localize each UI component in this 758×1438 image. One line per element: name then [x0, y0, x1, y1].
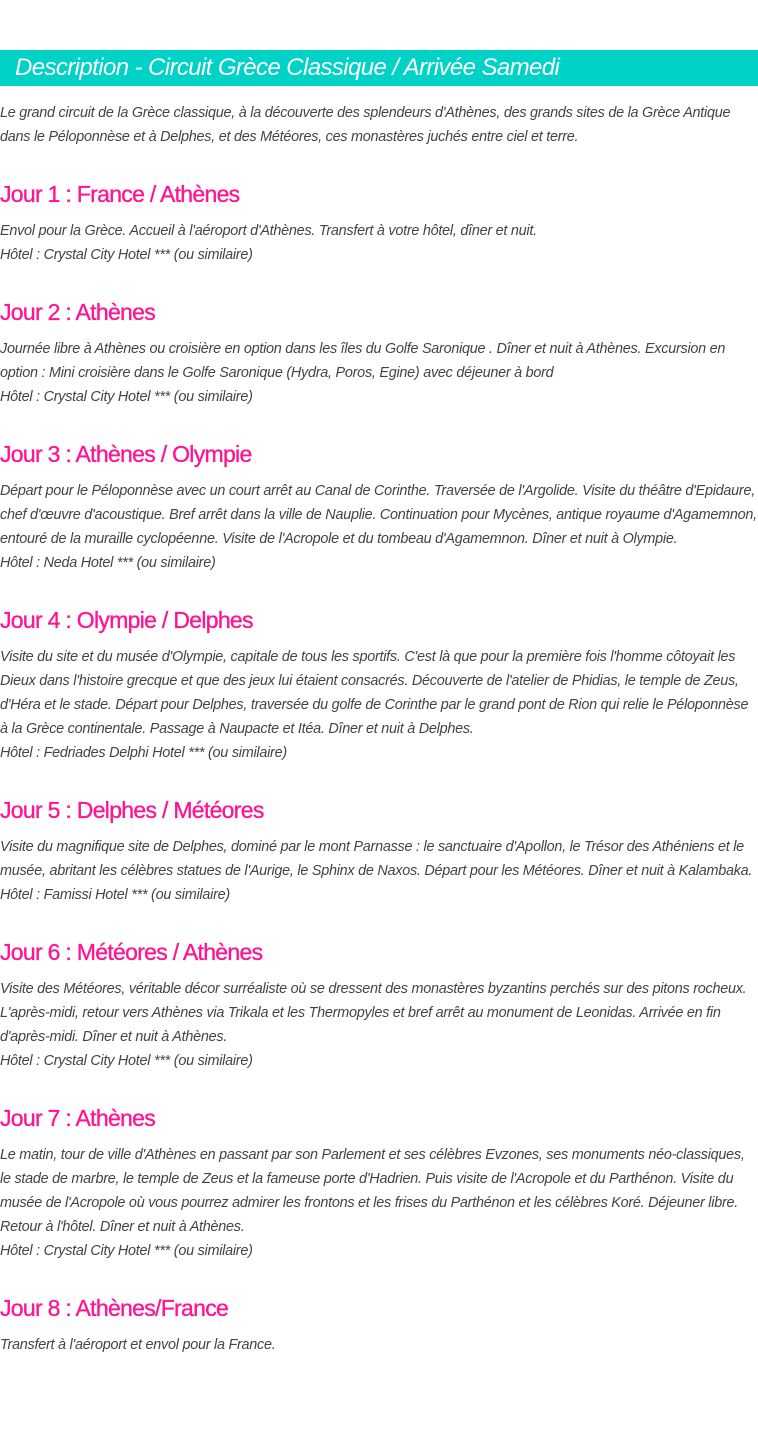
day-title: Jour 4 : Olympie / Delphes — [0, 607, 253, 633]
day-title: Jour 5 : Delphes / Météores — [0, 797, 264, 823]
day-title: Jour 6 : Météores / Athènes — [0, 939, 263, 965]
day-title: Jour 1 : France / Athènes — [0, 181, 240, 207]
day-body — [0, 977, 758, 1073]
day-body — [0, 835, 758, 907]
day-body — [0, 1143, 758, 1263]
day-section — [0, 795, 758, 907]
day-body — [0, 1333, 758, 1357]
day-section — [0, 297, 758, 409]
day-body — [0, 337, 758, 409]
day-hotel: Hôtel : Neda Hotel *** (ou similaire) — [0, 555, 216, 571]
banner-title: Description - Circuit Grèce Classique / Arrivée Samedi — [15, 54, 560, 81]
day-title: Jour 8 : Athènes/France — [0, 1295, 229, 1321]
circuit-description — [0, 50, 758, 1357]
description-banner — [0, 50, 758, 86]
day-title: Jour 3 : Athènes / Olympie — [0, 441, 252, 467]
day-hotel: Hôtel : Crystal City Hotel *** (ou similaire) — [0, 247, 253, 263]
day-section — [0, 439, 758, 575]
day-hotel: Hôtel : Crystal City Hotel *** (ou similaire) — [0, 1243, 253, 1259]
day-body — [0, 645, 758, 765]
day-hotel: Hôtel : Crystal City Hotel *** (ou similaire) — [0, 1053, 253, 1069]
day-section — [0, 1103, 758, 1263]
day-description: Journée libre à Athènes ou croisière en option dans les îles du Golfe Saronique . Dîner et nuit à Athènes. Excursion en option : Mini croisière dans le Golfe Saronique (Hydra, Poros, Egine) avec déjeuner à bord — [0, 341, 726, 381]
day-description: Visite des Météores, véritable décor surréaliste où se dressent des monastères byzantins perchés sur des pitons rocheux. L'après-midi, retour vers Athènes via Trikala et les Thermopyles et bref arrêt au monument de Leonidas. Arrivée en fin d'après-midi. Dîner et nuit à Athènes. — [0, 981, 747, 1045]
intro-text: Le grand circuit de la Grèce classique, à la découverte des splendeurs d'Athènes, des grands sites de la Grèce Antique dans le Péloponnèse et à Delphes, et des Météores, ces monastères juchés entre ciel et terre. — [0, 105, 731, 145]
day-body — [0, 479, 758, 575]
day-hotel: Hôtel : Fedriades Delphi Hotel *** (ou similaire) — [0, 745, 287, 761]
day-description: Départ pour le Péloponnèse avec un court arrêt au Canal de Corinthe. Traversée de l'Argolide. Visite du théâtre d'Epidaure, chef d'œuvre d'acoustique. Bref arrêt dans la ville de Nauplie. Continuation pour Mycènes, antique royaume d'Agamemnon, entouré de la muraille cyclopéenne. Visite de l'Acropole et du tombeau d'Agamemnon. Dîner et nuit à Olympie. — [0, 483, 757, 547]
day-section — [0, 937, 758, 1073]
day-description: Visite du site et du musée d'Olympie, capitale de tous les sportifs. C'est là que pour la première fois l'homme côtoyait les Dieux dans l'histoire grecque et que des jeux lui étaient consacrés. Découverte de l'atelier de Phidias, le temple de Zeus, d'Héra et le stade. Départ pour Delphes, traversée du golfe de Corinthe par le grand pont de Rion qui relie le Péloponnèse à la Grèce continentale. Passage à Naupacte et Itéa. Dîner et nuit à Delphes. — [0, 649, 749, 737]
day-section — [0, 179, 758, 267]
day-section — [0, 1293, 758, 1357]
day-body — [0, 219, 758, 267]
day-title: Jour 7 : Athènes — [0, 1105, 156, 1131]
day-description: Transfert à l'aéroport et envol pour la France. — [0, 1337, 276, 1353]
day-hotel: Hôtel : Crystal City Hotel *** (ou similaire) — [0, 389, 253, 405]
day-description: Le matin, tour de ville d'Athènes en passant par son Parlement et ses célèbres Evzones, ses monuments néo-classiques, le stade de marbre, le temple de Zeus et la fameuse porte d'Hadrien. Puis visite de l'Acropole et du Parthénon. Visite du musée de l'Acropole où vous pourrez admirer les frontons et les frises du Parthénon et les célèbres Koré. Déjeuner libre. Retour à l'hôtel. Dîner et nuit à Athènes. — [0, 1147, 745, 1235]
day-section — [0, 605, 758, 765]
day-description: Visite du magnifique site de Delphes, dominé par le mont Parnasse : le sanctuaire d'Apollon, le Trésor des Athéniens et le musée, abritant les célèbres statues de l'Aurige, le Sphinx de Naxos. Départ pour les Météores. Dîner et nuit à Kalambaka. — [0, 839, 753, 879]
day-title: Jour 2 : Athènes — [0, 299, 156, 325]
day-description: Envol pour la Grèce. Accueil à l'aéroport d'Athènes. Transfert à votre hôtel, dîner et nuit. — [0, 223, 537, 239]
day-hotel: Hôtel : Famissi Hotel *** (ou similaire) — [0, 887, 230, 903]
